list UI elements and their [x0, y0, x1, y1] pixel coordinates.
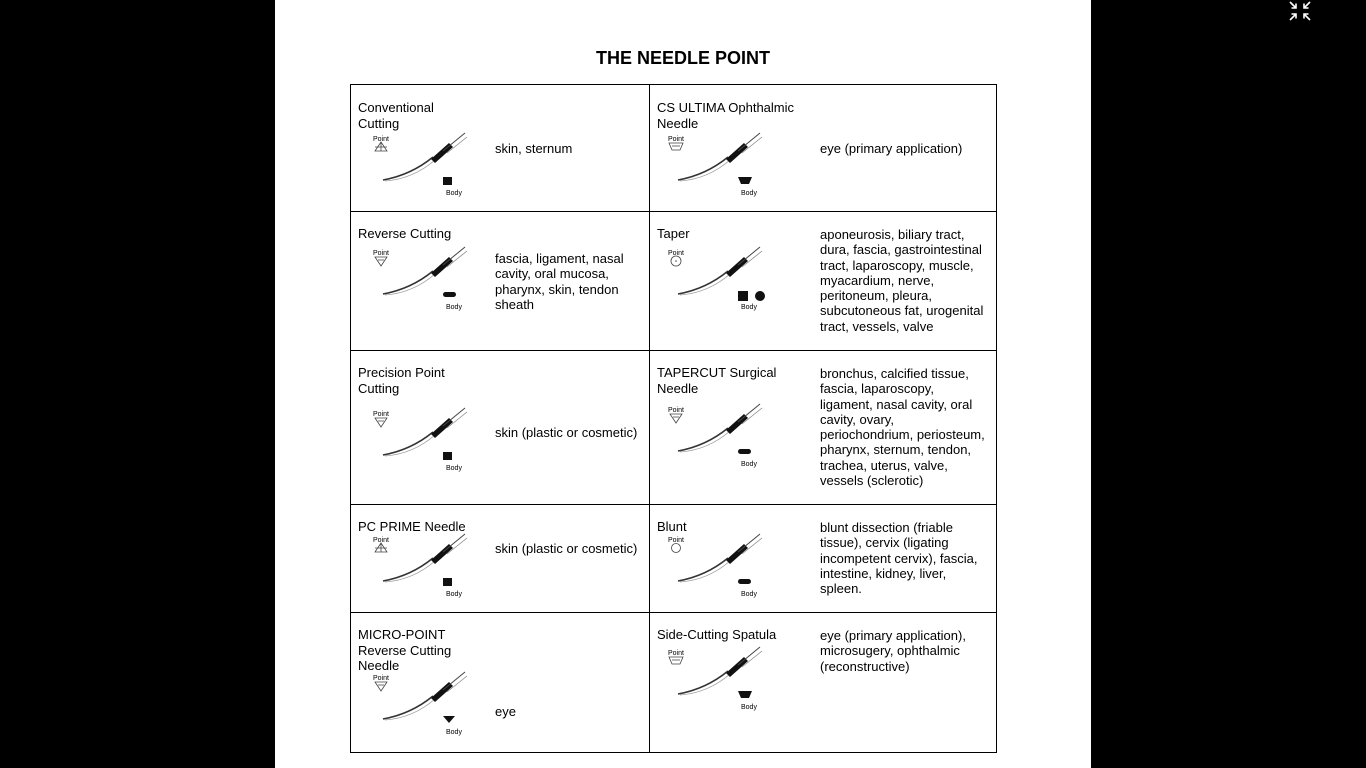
svg-text:Point: Point [668, 407, 684, 414]
needle-applications: skin, sternum [495, 141, 573, 156]
body-cross-section [443, 452, 462, 472]
svg-text:Point: Point [668, 136, 684, 143]
needle-cell-left [351, 211, 649, 350]
needle-applications: skin (plastic or cosmetic) [495, 425, 638, 440]
exit-fullscreen-button[interactable] [1288, 0, 1312, 22]
needle-diagram [373, 410, 473, 472]
needle-cell-left [351, 504, 649, 612]
needle-name: Conventional Cutting [358, 100, 434, 131]
body-cross-section [443, 716, 462, 736]
needle-name: Taper [657, 226, 690, 241]
needle-point-table [350, 84, 997, 753]
needle-diagram [668, 249, 768, 311]
point-cross-section [668, 250, 684, 266]
needle-name: MICRO-POINT Reverse Cutting Needle [358, 627, 452, 673]
needle-applications: eye (primary application), microsugery, ophthalmic (reconstructive) [820, 628, 966, 674]
body-cross-section [738, 449, 757, 468]
needle-drawing [383, 133, 467, 181]
needle-name: CS ULTIMA Ophthalmic Needle [657, 100, 795, 131]
point-cross-section [668, 136, 684, 150]
body-cross-section [738, 691, 757, 711]
needle-drawing [678, 404, 762, 452]
needle-drawing [678, 133, 762, 181]
body-cross-section [443, 578, 462, 598]
needle-name: PC PRIME Needle [358, 519, 466, 534]
needle-applications: skin (plastic or cosmetic) [495, 541, 638, 556]
needle-cell-left [351, 350, 649, 504]
needle-drawing [678, 534, 762, 582]
needle-diagram [668, 135, 768, 197]
point-cross-section [373, 675, 389, 691]
needle-cell-right [650, 85, 996, 211]
point-cross-section [373, 250, 389, 266]
point-cross-section [668, 407, 684, 423]
point-cross-section [373, 537, 389, 552]
needle-diagram [668, 536, 768, 598]
body-cross-section [738, 177, 757, 197]
needle-diagram [373, 135, 473, 197]
needle-drawing [383, 672, 467, 720]
svg-text:Point: Point [668, 650, 684, 657]
needle-diagram [373, 249, 473, 311]
needle-applications: eye (primary application) [820, 141, 963, 156]
body-cross-section [738, 291, 765, 311]
needle-name: Reverse Cutting [358, 226, 452, 241]
svg-text:Body: Body [446, 304, 462, 311]
needle-cell-right [650, 504, 996, 612]
point-cross-section [668, 537, 684, 553]
svg-text:Body: Body [446, 591, 462, 598]
needle-diagram [668, 406, 768, 468]
point-cross-section [373, 136, 389, 151]
needle-applications: fascia, ligament, nasal cavity, oral mucosa, pharynx, skin, tendon sheath [495, 251, 624, 312]
needle-applications: aponeurosis, biliary tract, dura, fascia, gastrointestinal tract, laparoscopy, muscle, myacardium, nerve, peritoneum, pleura, subcutoneous fat, urogenital tract, vessels, valve [820, 227, 984, 334]
needle-cell-right [650, 612, 996, 754]
needle-cell-left [351, 612, 649, 754]
page-title: THE NEEDLE POINT [595, 48, 770, 68]
needle-drawing [383, 534, 467, 582]
svg-text:Body: Body [741, 591, 757, 598]
needle-name: Blunt [657, 519, 687, 534]
svg-text:Body: Body [741, 704, 757, 711]
needle-cell-right [650, 211, 996, 350]
needle-applications: eye [495, 704, 516, 719]
needle-drawing [383, 247, 467, 295]
svg-text:Body: Body [446, 190, 462, 197]
needle-name: Precision Point Cutting [358, 365, 445, 396]
needle-applications: bronchus, calcified tissue, fascia, laparoscopy, ligament, nasal cavity, oral cavity, ovary, periochondrium, periosteum, pharynx, sternum, tendon, trachea, uterus, valve, vessels (sclerotic) [820, 366, 985, 489]
document-page [275, 0, 1091, 768]
svg-text:Point: Point [373, 675, 389, 682]
needle-drawing [678, 247, 762, 295]
svg-text:Point: Point [668, 537, 684, 544]
body-cross-section [443, 292, 462, 311]
point-cross-section [668, 650, 684, 664]
collapse-arrows-icon [1288, 0, 1312, 22]
svg-text:Body: Body [741, 461, 757, 468]
body-cross-section [738, 579, 757, 598]
needle-drawing [678, 647, 762, 695]
needle-diagram [373, 674, 473, 736]
needle-cell-left [351, 85, 649, 211]
needle-diagram [373, 536, 473, 598]
svg-text:Point: Point [373, 411, 389, 418]
needle-cell-right [650, 350, 996, 504]
svg-text:Point: Point [373, 537, 389, 544]
svg-text:Point: Point [373, 250, 389, 257]
needle-name: TAPERCUT Surgical Needle [657, 365, 777, 396]
point-cross-section [373, 411, 389, 427]
svg-text:Point: Point [373, 136, 389, 143]
needle-applications: blunt dissection (friable tissue), cervix (ligating incompetent cervix), fascia, intestine, kidney, liver, spleen. [820, 520, 978, 597]
needle-name: Side-Cutting Spatula [657, 627, 777, 642]
svg-text:Body: Body [741, 304, 757, 311]
needle-drawing [383, 408, 467, 456]
svg-text:Body: Body [741, 190, 757, 197]
svg-text:Point: Point [668, 250, 684, 257]
needle-diagram [668, 649, 768, 711]
svg-text:Body: Body [446, 465, 462, 472]
body-cross-section [443, 177, 462, 197]
svg-text:Body: Body [446, 729, 462, 736]
